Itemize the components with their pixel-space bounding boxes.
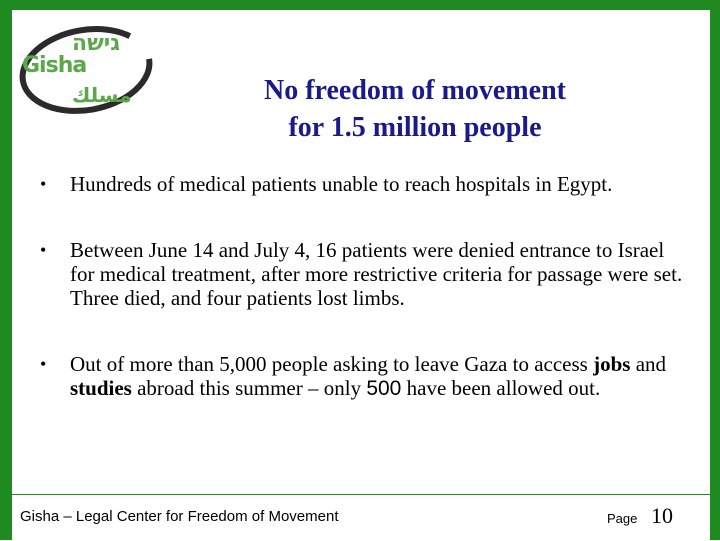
title-line-2: for 1.5 million people — [288, 112, 542, 143]
bullet-bold-jobs: jobs — [593, 352, 631, 376]
gisha-logo-graphic — [14, 20, 154, 116]
footer-organization: Gisha – Legal Center for Freedom of Movement — [20, 508, 339, 525]
bullet-list — [38, 172, 688, 401]
bullet-item — [38, 238, 688, 310]
bullet-text: Hundreds of medical patients unable to reach hospitals in Egypt. — [70, 172, 613, 196]
logo-latin-text: Gisha — [22, 53, 87, 78]
bullet-text-part: have been allowed out. — [401, 376, 601, 400]
bullet-item — [38, 172, 688, 196]
bullet-dot-icon: • — [40, 240, 47, 260]
bullet-bold-studies: studies — [70, 376, 132, 400]
bullet-item — [38, 352, 688, 401]
logo-arabic-text: مسلك — [72, 83, 132, 107]
gisha-logo — [14, 20, 154, 116]
footer-page-number: 10 — [651, 503, 673, 528]
bullet-dot-icon: • — [40, 354, 47, 374]
bullet-dot-icon: • — [40, 174, 47, 194]
bullet-text-part: Out of more than 5,000 people asking to leave Gaza to access — [70, 352, 594, 376]
bullet-number: 500 — [366, 377, 402, 400]
footer-page-label: Page — [607, 511, 638, 526]
bullet-text-part: and — [630, 352, 667, 376]
bullet-text: Between June 14 and July 4, 16 patients were denied entrance to Israel for medical treatment, after more restrictive criteria for passage were set. Three died, and four patients lost limbs. — [70, 238, 683, 310]
slide-title — [180, 72, 650, 146]
bullet-text-part: abroad this summer – only — [131, 376, 367, 400]
title-line-1: No freedom of movement — [264, 75, 566, 106]
logo-hebrew-text: גישה — [72, 31, 121, 56]
